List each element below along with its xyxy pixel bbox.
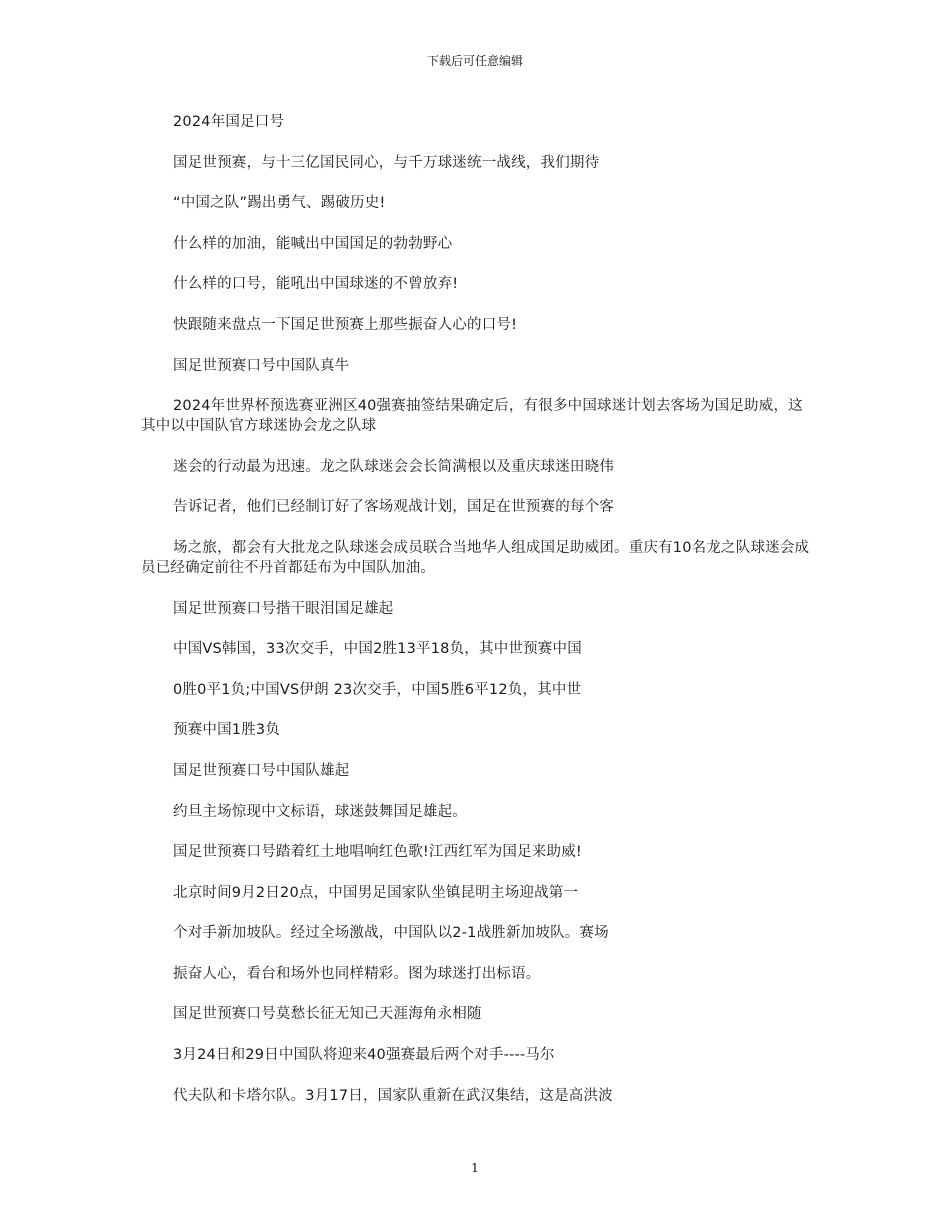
paragraph: 个对手新加坡队。经过全场激战，中国队以2-1战胜新加坡队。赛场 xyxy=(173,925,609,942)
paragraph: 什么样的加油，能喊出中国国足的勃勃野心 xyxy=(173,235,453,252)
paragraph: 国足世预赛口号踏着红土地唱响红色歌!江西红军为国足来助威! xyxy=(173,844,582,861)
paragraph: 预赛中国1胜3负 xyxy=(173,722,281,739)
paragraph: 2024年世界杯预选赛亚洲区40强赛抽签结果确定后，有很多中国球迷计划去客场为国足助威，这其中以中国队官方球迷协会龙之队球 xyxy=(141,398,803,435)
page-header: 下载后可任意编辑 xyxy=(426,54,523,68)
paragraph: 振奋人心，看台和场外也同样精彩。图为球迷打出标语。 xyxy=(173,965,541,982)
paragraph: 0胜0平1负;中国VS伊朗 23次交手，中国5胜6平12负，其中世 xyxy=(173,681,582,698)
paragraph: 告诉记者，他们已经制订好了客场观战计划，国足在世预赛的每个客 xyxy=(173,499,614,516)
paragraph: 中国VS韩国，33次交手，中国2胜13平18负，其中世预赛中国 xyxy=(173,641,582,658)
paragraph: “中国之队”踢出勇气、踢破历史! xyxy=(173,195,386,212)
paragraph: 国足世预赛口号揩干眼泪国足雄起 xyxy=(173,600,394,617)
paragraph: 3月24日和29日中国队将迎来40强赛最后两个对手----马尔 xyxy=(173,1047,555,1064)
paragraph: 约旦主场惊现中文标语，球迷鼓舞国足雄起。 xyxy=(173,803,467,820)
document-body xyxy=(141,112,813,1126)
paragraph: 什么样的口号，能吼出中国球迷的不曾放弃! xyxy=(173,276,459,293)
paragraph: 场之旅，都会有大批龙之队球迷会成员联合当地华人组成国足助威团。重庆有10名龙之队球迷会成员已经确定前往不丹首都廷布为中国队加油。 xyxy=(141,539,810,576)
paragraph: 国足世预赛口号莫愁长征无知己天涯海角永相随 xyxy=(173,1006,482,1023)
paragraph: 国足世预赛口号中国队真牛 xyxy=(173,357,350,374)
paragraph: 北京时间9月2日20点，中国男足国家队坐镇昆明主场迎战第一 xyxy=(173,884,579,901)
paragraph: 2024年国足口号 xyxy=(173,114,285,130)
paragraph: 国足世预赛口号中国队雄起 xyxy=(173,762,350,779)
page-number: 1 xyxy=(471,1161,479,1175)
paragraph: 国足世预赛，与十三亿国民同心，与千万球迷统一战线，我们期待 xyxy=(173,154,600,171)
paragraph: 迷会的行动最为迅速。龙之队球迷会会长简满根以及重庆球迷田晓伟 xyxy=(173,458,614,475)
paragraph: 快跟随来盘点一下国足世预赛上那些振奋人心的口号! xyxy=(173,316,518,333)
paragraph: 代夫队和卡塔尔队。3月17日，国家队重新在武汉集结，这是高洪波 xyxy=(173,1087,613,1104)
